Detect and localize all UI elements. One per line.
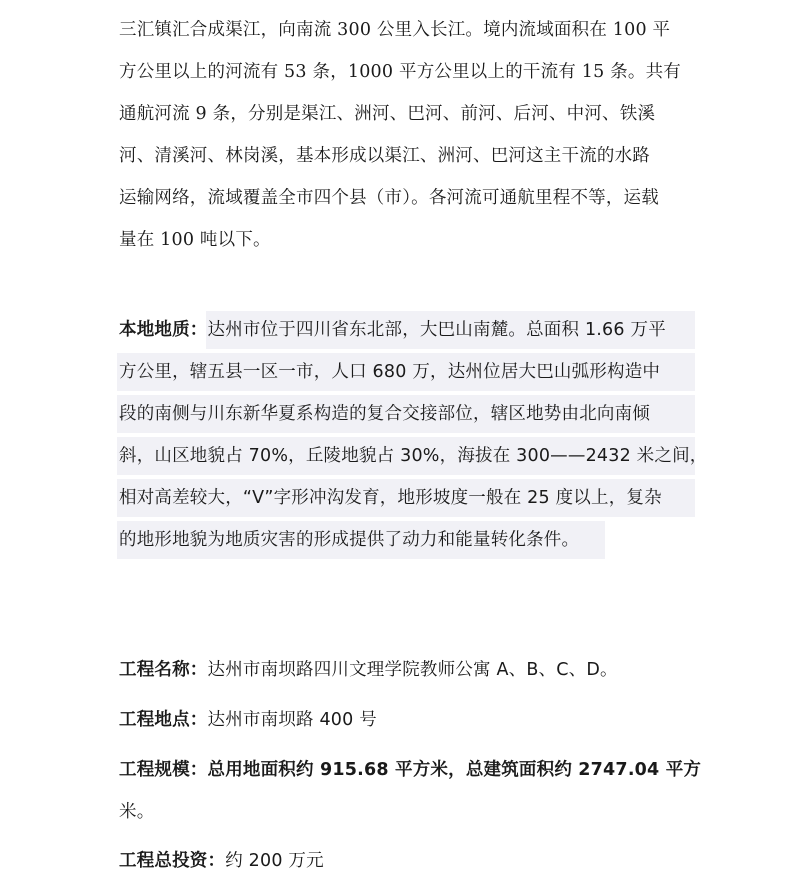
project-scale-label: 工程规模： [119,760,208,780]
para1-line-1: 三汇镇汇合成渠江，向南流 300 公里入长江。境内流域面积在 100 平 [119,20,671,40]
geology-line-4: 斜，山区地貌占 70%，丘陵地貌占 30%，海拔在 300——2432 米之间， [119,446,708,466]
project-investment-value: 约 200 万元 [225,851,324,871]
project-scale-row-2: 米。 [119,802,155,822]
geology-label: 本地地质： [119,320,208,340]
geology-line-1 [119,318,666,342]
project-name-value: 达州市南坝路四川文理学院教师公寓 A、B、C、D。 [207,660,618,680]
project-location-label: 工程地点： [119,710,208,730]
project-location-value: 达州市南坝路 400 号 [207,710,377,730]
project-name-row [119,658,618,682]
para1-line-2: 方公里以上的河流有 53 条，1000 平方公里以上的干流有 15 条。共有 [119,62,681,82]
project-scale-row [119,758,701,782]
para1-line-6: 量在 100 吨以下。 [119,230,271,250]
geology-line-3: 段的南侧与川东新华夏系构造的复合交接部位，辖区地势由北向南倾 [119,404,650,424]
project-scale-value-1: 总用地面积约 915.68 平方米，总建筑面积约 2747.04 平方 [207,760,702,780]
para1-line-3: 通航河流 9 条，分别是渠江、洲河、巴河、前河、后河、中河、铁溪 [119,104,656,124]
geology-line-5: 相对高差较大，“V”字形冲沟发育，地形坡度一般在 25 度以上，复杂 [119,488,662,508]
project-name-label: 工程名称： [119,660,208,680]
para1-line-4: 河、清溪河、林岗溪，基本形成以渠江、洲河、巴河这主干流的水路 [119,146,650,166]
para1-line-5: 运输网络，流域覆盖全市四个县（市）。各河流可通航里程不等，运载 [119,188,659,208]
project-investment-label: 工程总投资： [119,851,226,871]
geology-line-2: 方公里，辖五县一区一市，人口 680 万，达州位居大巴山弧形构造中 [119,362,661,382]
geology-text-1: 达州市位于四川省东北部，大巴山南麓。总面积 1.66 万平 [207,320,666,340]
project-location-row [119,708,377,732]
project-investment-row [119,849,324,873]
geology-line-6: 的地形地貌为地质灾害的形成提供了动力和能量转化条件。 [119,530,580,550]
